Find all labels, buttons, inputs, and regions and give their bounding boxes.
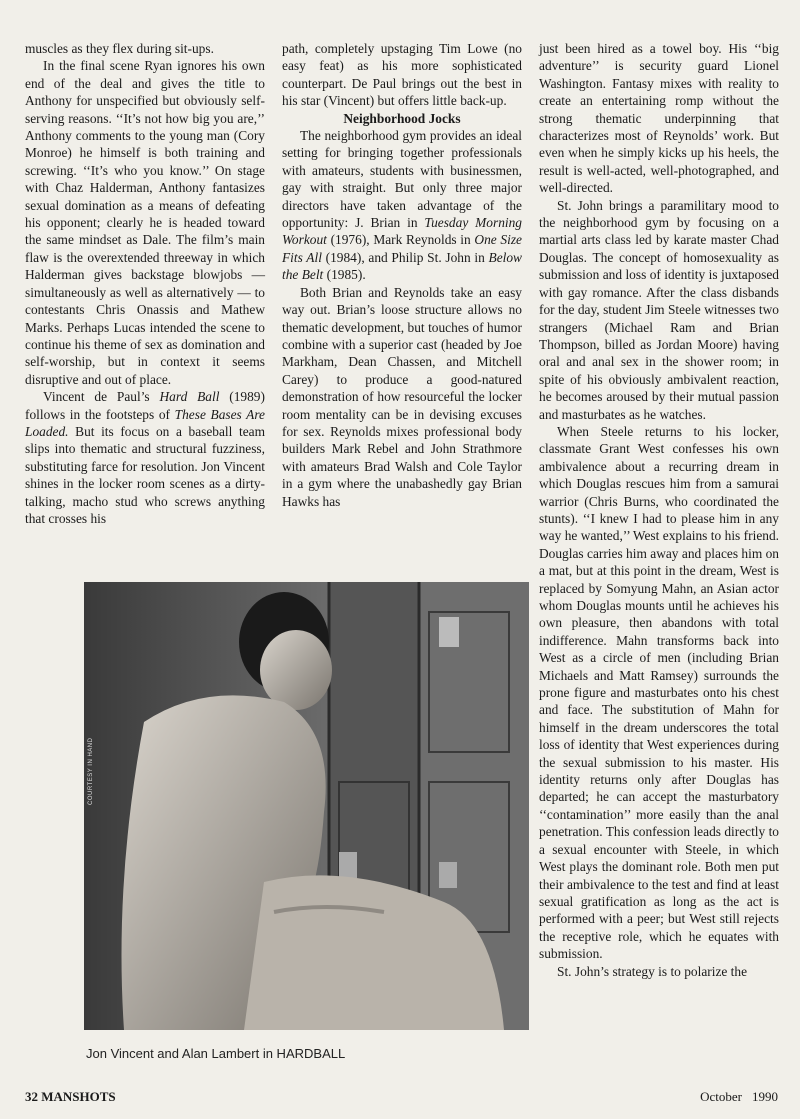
photo-caption: Jon Vincent and Alan Lambert in HARDBALL [86, 1046, 346, 1061]
photo [84, 582, 529, 1030]
column-3 [539, 40, 779, 980]
column-2 [282, 40, 522, 510]
paragraph: Both Brian and Reynolds take an easy way out. Brian’s loose structure allows no thematic development, but touches of humor combine with a superior cast (headed by Joe Markham, Dean Chassen, and Mitchell Carey) to produce a good-natured demonstration of how resourceful the locker room mentality can be in devising excuses for sex. Reynolds mixes professional body builders Mark Rebel and John Strathmore with amateurs Brad Walsh and Cole Taylor in a gym where the unabashedly gay Brian Hawks has [282, 284, 522, 509]
photo-image [84, 582, 529, 1030]
film-title: One Size Fits All [282, 232, 522, 265]
paragraph: St. John’s strategy is to polarize the [557, 963, 748, 979]
section-heading: Neighborhood Jocks [343, 110, 461, 126]
film-title: Below the Belt [282, 249, 522, 283]
paragraph: just been hired as a towel boy. His ‘‘big adventure’’ is security guard Lionel Washington. Fantasy mixes with reality to create an entertaining romp without the strong thematic underpinning that characterizes most of Reynolds’ work. But even when he simply kicks up his heels, the result is well-acted, well-photographed, and well-directed. [539, 41, 779, 196]
film-title: These Bases Are Loaded. [25, 406, 265, 439]
issue-year: 1990 [752, 1089, 778, 1104]
paragraph: Vincent de Paul’s Hard Ball (1989) follows in the footsteps of These Bases Are Loaded. But its focus on a baseball team slips into thematic and structural fuzziness, substituting farce for resolution. Jon Vincent shines in the locker room scenes as a dirty-talking, macho stud who screws anything that crosses his [25, 389, 265, 526]
paragraph: The neighborhood gym provides an ideal setting for bringing together professionals with amateurs, students with businessmen, gay with straight. But only three major directors have taken advantage of the opportunity: J. Brian in Tuesday Morning Workout (1976), Mark Reynolds in One Size Fits All (1984), and Philip St. John in Below the Belt (1985). [282, 128, 522, 283]
issue-month: October [700, 1089, 742, 1104]
page-number-magazine: 32 MANSHOTS [25, 1089, 116, 1104]
column-1 [25, 40, 265, 527]
film-title: Tuesday Morning Workout [282, 215, 522, 248]
paragraph: path, completely upstaging Tim Lowe (no easy feat) as his more sophisticated counterpart. De Paul brings out the best in his star (Vincent) but offers little back-up. [282, 41, 522, 109]
photo-credit: COURTESY IN HAND [88, 737, 94, 805]
paragraph: In the final scene Ryan ignores his own end of the deal and gives the title to Anthony for unspecified but obviously self-serving reasons. ‘‘It’s not how big you are,’’ Anthony comments to the young man (Cory Monroe) he himself is both training and screwing. ‘‘It’s who you know.’’ On stage with Chaz Halderman, Anthony fantasizes sexual domination as a means of defeating his opponent; clearly he is headed toward the same mindset as Dale. The film’s main flaw is the overextended threeway in which Halderman gives backstage blowjobs — simultaneously as well as alternatively — to contestants Chris Onassis and Mathew Marks. Perhaps Lucas intended the scene to continue his theme of sex as domination and self-worship, but in context it seems disruptive and out of place. [25, 58, 265, 387]
paragraph: muscles as they flex during sit-ups. [25, 41, 214, 56]
paragraph: When Steele returns to his locker, classmate Grant West confesses his own ambivalence about a recurring dream in which Douglas rescues him from a samurai warrior (Chris Burns, who coordinated the stunts). ‘‘I knew I had to please him in any way he wanted,’’ West explains to his friend. Douglas carries him away and places him on a mat, but at this point in the dream, West is replaced by Somyung Mahn, an Asian actor whom Douglas mounts until he achieves his own pleasure, then abandons with total indifference. Mahn transforms back into West as a circle of men (including Brian Michaels and Matt Ramsey) surrounds the prone figure and masturbates onto his chest and face. The substitution of Mahn for himself in the dream underscores the total loss of identity that West experiences during the sexual submission to his master. His identity returns only after Douglas has departed; he can accept the masturbatory ‘‘contamination’’ more easily than the anal penetration. This confession leads directly to a sexual encounter with Steele, in which West plays the dominant role. Both men put their ambivalence to the test and find at least sexual gratification as long as the act is performed with a peer; but West still rejects the receptive role, which he equates with submission. [539, 423, 779, 962]
film-title: Hard Ball [159, 389, 220, 405]
paragraph: St. John brings a paramilitary mood to the neighborhood gym by focusing on a martial arts class led by karate master Chad Douglas. The concept of homosexuality as submission and loss of identity is juxtaposed with gay romance. After the class disbands for the day, student Jim Steele witnesses two strangers (Michael Ram and Brian Thompson, billed as Jordan Moore) having oral and anal sex in the shower room; in spite of his obviously ambivalent reaction, he becomes aroused by their mutual passion and masturbates as he watches. [539, 197, 779, 422]
issue-date [690, 1089, 778, 1105]
